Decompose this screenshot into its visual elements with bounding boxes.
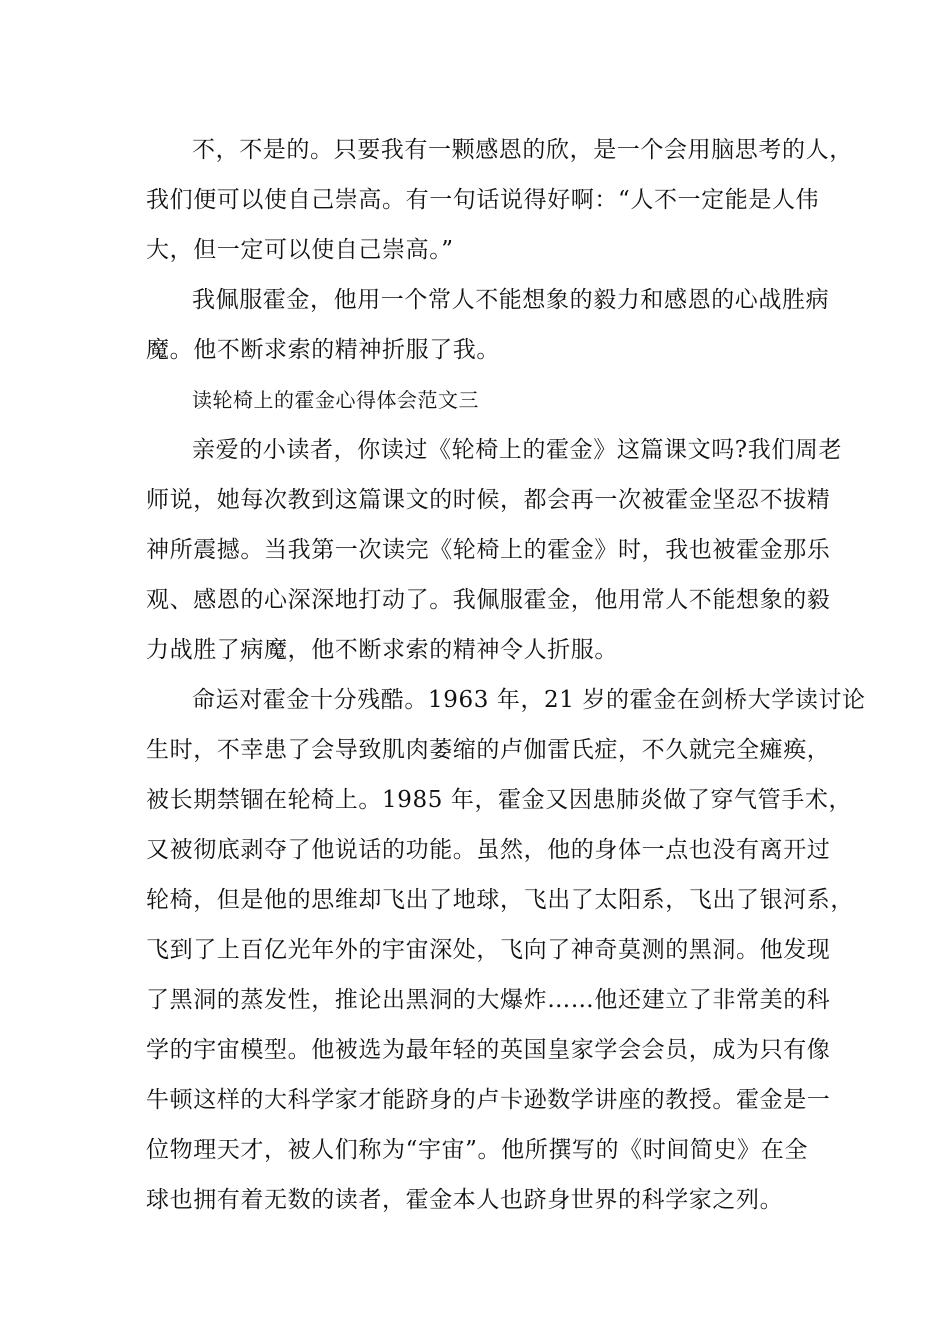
paragraph-3-line-4: 观、感恩的心深深地打动了。我佩服霍金，他用常人不能想象的毅 xyxy=(146,587,831,613)
paragraph-4-line-5: 轮椅，但是他的思维却飞出了地球，飞出了太阳系，飞出了银河系， xyxy=(146,887,854,913)
paragraph-4-line-3: 被长期禁锢在轮椅上。1985 年，霍金又因患肺炎做了穿气管手术， xyxy=(146,787,853,813)
paragraph-4-line-10: 位物理天才，被人们称为“宇宙”。他所撰写的《时间简史》在全 xyxy=(146,1137,808,1163)
paragraph-4-line-11: 球也拥有着无数的读者，霍金本人也跻身世界的科学家之列。 xyxy=(146,1187,784,1213)
paragraph-2-line-2: 魔。他不断求索的精神折服了我。 xyxy=(146,337,500,363)
paragraph-4-line-7: 了黑洞的蒸发性，推论出黑洞的大爆炸……他还建立了非常美的科 xyxy=(146,987,831,1013)
paragraph-3-line-2: 师说，她每次教到这篇课文的时候，都会再一次被霍金坚忍不拔精 xyxy=(146,487,831,513)
paragraph-4-line-8: 学的宇宙模型。他被选为最年轻的英国皇家学会会员，成为只有像 xyxy=(146,1037,831,1063)
paragraph-1-line-3: 大，但一定可以使自己崇高。” xyxy=(146,237,454,263)
paragraph-4-line-4: 又被彻底剥夺了他说话的功能。虽然，他的身体一点也没有离开过 xyxy=(146,837,831,863)
paragraph-3-line-1: 亲爱的小读者，你读过《轮椅上的霍金》这篇课文吗?我们周老 xyxy=(192,437,843,463)
paragraph-4-line-6: 飞到了上百亿光年外的宇宙深处，飞向了神奇莫测的黑洞。他发现 xyxy=(146,937,831,963)
paragraph-4-line-9: 牛顿这样的大科学家才能跻身的卢卡逊数学讲座的教授。霍金是一 xyxy=(146,1087,831,1113)
paragraph-4-line-2: 生时，不幸患了会导致肌肉萎缩的卢伽雷氏症，不久就完全瘫痪， xyxy=(146,737,831,763)
paragraph-3-line-3: 神所震撼。当我第一次读完《轮椅上的霍金》时，我也被霍金那乐 xyxy=(146,537,831,563)
section-heading: 读轮椅上的霍金心得体会范文三 xyxy=(192,388,479,412)
paragraph-2-line-1: 我佩服霍金，他用一个常人不能想象的毅力和感恩的心战胜病 xyxy=(192,287,830,313)
paragraph-1-line-1: 不，不是的。只要我有一颗感恩的欣，是一个会用脑思考的人， xyxy=(192,137,853,163)
paragraph-3-line-5: 力战胜了病魔，他不断求索的精神令人折服。 xyxy=(146,637,618,663)
paragraph-1-line-2: 我们便可以使自己崇高。有一句话说得好啊：“人不一定能是人伟 xyxy=(146,187,820,213)
paragraph-4-line-1: 命运对霍金十分残酷。1963 年，21 岁的霍金在剑桥大学读讨论 xyxy=(192,687,866,713)
